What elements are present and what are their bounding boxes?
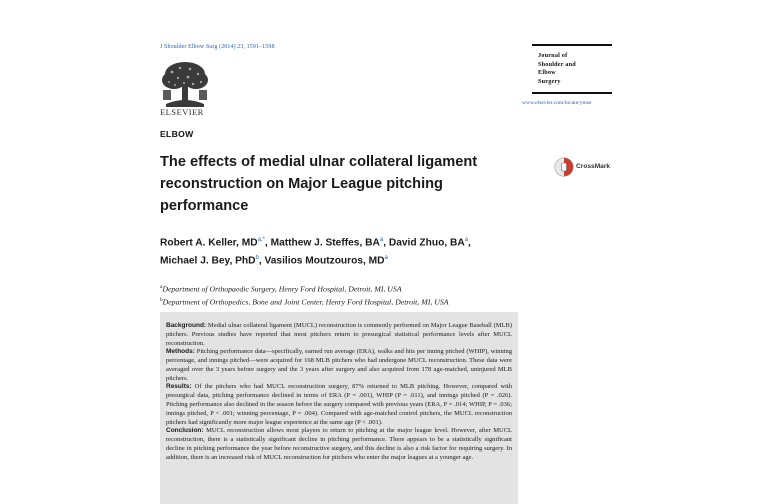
title-line: reconstruction on Major League pitching: [160, 175, 443, 192]
author-line: Michael J. Bey, PhD$^b$, Vasilios Moutzouros, $MD^a$: [160, 254, 388, 267]
crossmark-label: CrossMark: [576, 163, 611, 170]
section-label: ELBOW: [160, 129, 194, 139]
abstract-heading: Methods:: [166, 348, 195, 356]
author-name: Michael J. Bey, PhD: [160, 255, 256, 267]
author-affiliation-marker[interactable]: b: [255, 254, 259, 261]
journal-title-line: Elbow: [538, 69, 556, 77]
author-name: Robert A. Keller, MD: [160, 237, 258, 249]
affiliation-marker: a: [160, 284, 163, 290]
publisher-name: ELSEVIER: [160, 107, 204, 117]
journal-url-link[interactable]: www.elsevier.com/locate/ymse: [522, 100, 592, 106]
author-affiliation-marker[interactable]: a: [384, 254, 388, 261]
abstract-heading: Background:: [166, 322, 207, 329]
article-title: [160, 152, 540, 217]
author-affiliation-marker[interactable]: a,*: [257, 237, 265, 243]
abstract-methods: [166, 348, 512, 383]
author-affiliation-marker[interactable]: a: [464, 237, 469, 243]
crossmark-badge[interactable]: [554, 157, 616, 177]
author-name: David Zhuo, BA: [388, 237, 465, 249]
affiliation-text: Department of Orthopedics, Bone and Joint Center, Henry Ford Hospital, Detroit, MI, USA: [162, 297, 449, 307]
author-list: [160, 233, 560, 269]
affiliation: [160, 282, 560, 295]
abstract-heading: Results:: [166, 383, 192, 391]
author-affiliation-marker[interactable]: a: [379, 237, 384, 243]
abstract-heading: Conclusion:: [166, 427, 204, 435]
journal-title-line: Surgery: [538, 77, 561, 85]
abstract-results: [166, 383, 512, 427]
affiliation: [160, 295, 560, 308]
journal-citation: J Shoulder Elbow Surg (2014) 23, 1591–1598: [160, 44, 275, 50]
title-line: The effects of medial ulnar collateral ligament: [160, 154, 478, 170]
journal-title-line: Shoulder and: [538, 60, 576, 68]
abstract-background: [166, 322, 512, 348]
author-line: Robert A. Keller, $MD^{a,*}$, Matthew J. Steffes, $BA^a$, David Zhuo, $BA^a$,: [160, 237, 471, 249]
abstract-text: Medial ulnar collateral ligament (MUCL) reconstruction is commonly performed on Major League Baseball (MLB) pitchers. Previous studies have reported that most pitchers return to presurgical statistical performance levels after MUCL reconstruction.: [166, 322, 513, 347]
abstract-text: MUCL reconstruction allows most players to return to pitching at the major league level. However, after MUCL reconstruction, there is a statistically significant decline in pitching performance. There appears to be a statistically significant decline in pitching performance the year before reconstructive surgery, and this decline is also a risk factor for requiring surgery. In addition, there is an increased risk of MUCL reconstruction for pitchers who enter the major leagues at a younger age.: [166, 427, 513, 461]
abstract-conclusion: [166, 427, 512, 462]
abstract-text: Pitching performance data—specifically, earned run average (ERA), walks and hits per inning pitched (WHIP), winning percentage, and innings pitched—were acquired for 168 MLB pitchers who had undergone MUCL reconstruction. These data were averaged over the 3 years before surgery and the 3 years after surgery and also acquired from 178 age-matched, uninjured MLB pitchers.: [166, 348, 512, 382]
affiliation-marker: b: [160, 296, 163, 303]
author-name: Matthew J. Steffes, BA: [270, 237, 380, 249]
abstract-box: [160, 312, 518, 504]
abstract-text: Of the pitchers who had MUCL reconstruction surgery, 87% returned to MLB pitching. However, compared with presurgical data, pitching performance declined in terms of ERA (P = .001), WHIP (P = .011), and innings pitched (P = .026). Pitching performance also declined in the season before the surgery compared with previous years (ERA, P = .014; WHIP, P = .036; innings pitched, P < .001; winning percentage, P = .004). Compared with age-matched control pitchers, the MUCL reconstruction pitchers had significantly more major league experience at the same age (P < .001).: [166, 383, 513, 426]
crossmark-icon: [554, 157, 574, 177]
author-name: Vasilios Moutzouros, MD: [264, 255, 385, 267]
affiliation-text: Department of Orthopaedic Surgery, Henry Ford Hospital, Detroit, MI, USA: [162, 284, 402, 294]
journal-logo: [532, 44, 612, 94]
title-line: performance: [160, 197, 249, 214]
tree-icon: [160, 60, 210, 108]
affiliations: [160, 282, 560, 308]
journal-title-line: Journal of: [538, 52, 568, 59]
